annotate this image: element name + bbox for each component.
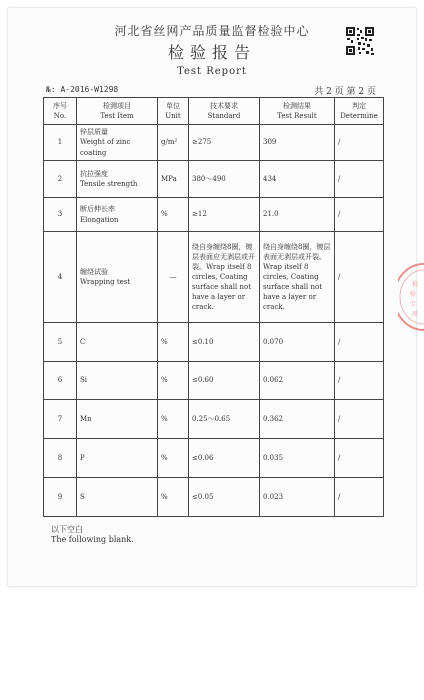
report-title-en: Test Report [177,66,247,77]
qr-code-icon [345,26,375,56]
header-no: 序号 No. [44,98,77,125]
table-row: 1 锌层质量 Weight of zinc coating g/m² ≥275 309 / [44,125,384,161]
report-title-cn: 检验报告 [167,43,256,62]
table-row: 6 Si % ≤0.60 0.062 / [44,362,384,400]
blank-note-cn: 以下空白 [51,525,83,534]
table-row: 7 Mn % 0.25～0.65 0.362 / [44,400,384,439]
header-test-result: 检测结果 Test Result [260,98,335,125]
header-test-item: 检测项目 Test Item [77,98,158,125]
header-unit: 单位 Unit [158,98,189,125]
header-standard: 技术要求 Standard [189,98,260,125]
organization-name: 河北省丝网产品质量监督检验中心 [114,24,310,38]
header-determine: 判定 Determine [335,98,384,125]
table-row: 8 P % ≤0.06 0.035 / [44,439,384,478]
table-row: 5 C % ≤0.10 0.070 / [44,323,384,362]
table-row: 4 缠绕试验 Wrapping test — 绕自身缠绕8圈，镀层表面应无剥层或开裂。Wrap itself 8 circles, Coating surface shall not have a layer or crack. 绕自身缠绕8圈，镀层表面无剥层或开裂。Wrap itself 8 circles, Coating surface shall not have a layer or crack. / [44,232,384,323]
table-header-row [44,98,384,125]
test-results-table [43,97,384,517]
svg-text:验: 验 [410,291,417,298]
report-number: №: A-2016-W1298 [46,85,119,94]
blank-note-en: The following blank. [51,535,134,544]
red-seal-stamp-icon [398,262,424,332]
svg-text:用: 用 [412,311,419,318]
svg-text:专: 专 [410,301,417,308]
page-indicator: 共 2 页 第 2 页 [314,87,376,97]
svg-text:检: 检 [412,281,419,288]
table-row: 2 抗拉强度 Tensile strength MPa 380～490 434 / [44,161,384,198]
table-row: 3 断后伸长率 Elongation % ≥12 21.0 / [44,198,384,232]
table-row: 9 S % ≤0.05 0.023 / [44,478,384,517]
